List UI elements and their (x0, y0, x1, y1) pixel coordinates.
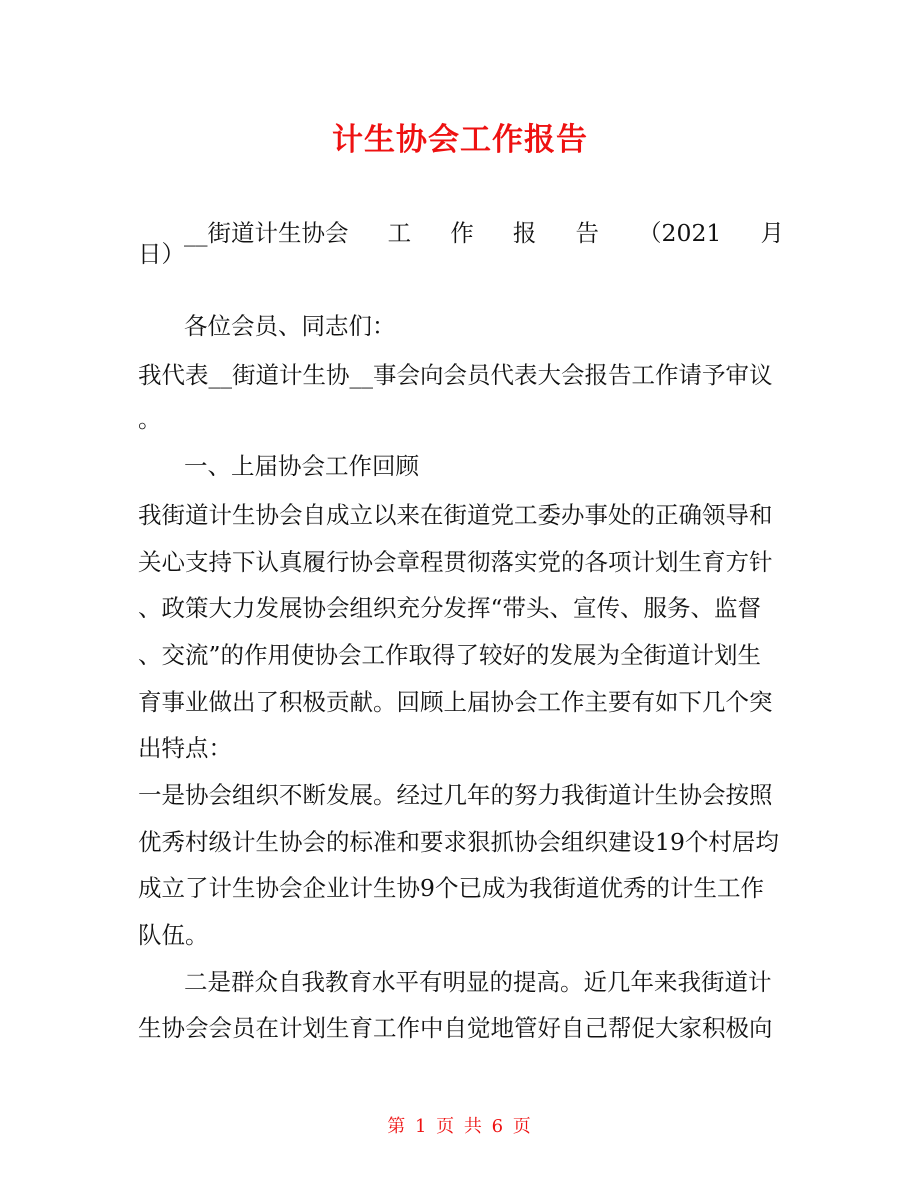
body-line: 出特点： (138, 734, 232, 762)
header-part: 告 (575, 219, 599, 247)
body-line: 、政策大力发展协会组织充分发挥“带头、宣传、服务、监督 (138, 594, 762, 622)
header-part: 作 (450, 219, 474, 247)
date-suffix-line: 日） (138, 240, 185, 268)
body-line: 成立了计生协会企业计生协9个已成为我街道优秀的计生工作 (138, 874, 764, 902)
body-line: 我街道计生协会自成立以来在街道党工委办事处的正确领导和 (138, 501, 773, 529)
body-line: 队伍。 (138, 921, 209, 949)
header-part: （2021 (638, 219, 722, 247)
body-line: 生协会会员在计划生育工作中自觉地管好自己帮促大家积极向 (138, 1014, 773, 1042)
body-line: 一是协会组织不断发展。经过几年的努力我街道计生协会按照 (138, 781, 773, 809)
body-line: 优秀村级计生协会的标准和要求狠抓协会组织建设19个村居均 (138, 828, 779, 856)
header-part: 工 (387, 219, 412, 247)
page-number-footer: 第 1 页 共 6 页 (387, 1116, 533, 1137)
body-line: 。 (138, 405, 162, 433)
header-part: 报 (512, 219, 537, 247)
body-line: 二是群众自我教育水平有明显的提高。近几年来我街道计 (184, 968, 772, 996)
body-line: 我代表__街道计生协__事会向会员代表大会报告工作请予审议 (138, 361, 773, 389)
body-line: 关心支持下认真履行协会章程贯彻落实党的各项计划生育方针 (138, 548, 773, 576)
salutation: 各位会员、同志们： (184, 312, 396, 340)
header-part: 月 (760, 219, 784, 247)
body-line: 育事业做出了积极贡献。回顾上届协会工作主要有如下几个突 (138, 688, 773, 716)
report-header-line (184, 218, 784, 248)
document-title: 计生协会工作报告 (332, 122, 588, 158)
section-heading: 一、上届协会工作回顾 (184, 452, 419, 480)
body-line: 、交流”的作用使协会工作取得了较好的发展为全街道计划生 (138, 641, 762, 669)
header-part: __街道计生协会 (184, 219, 349, 247)
